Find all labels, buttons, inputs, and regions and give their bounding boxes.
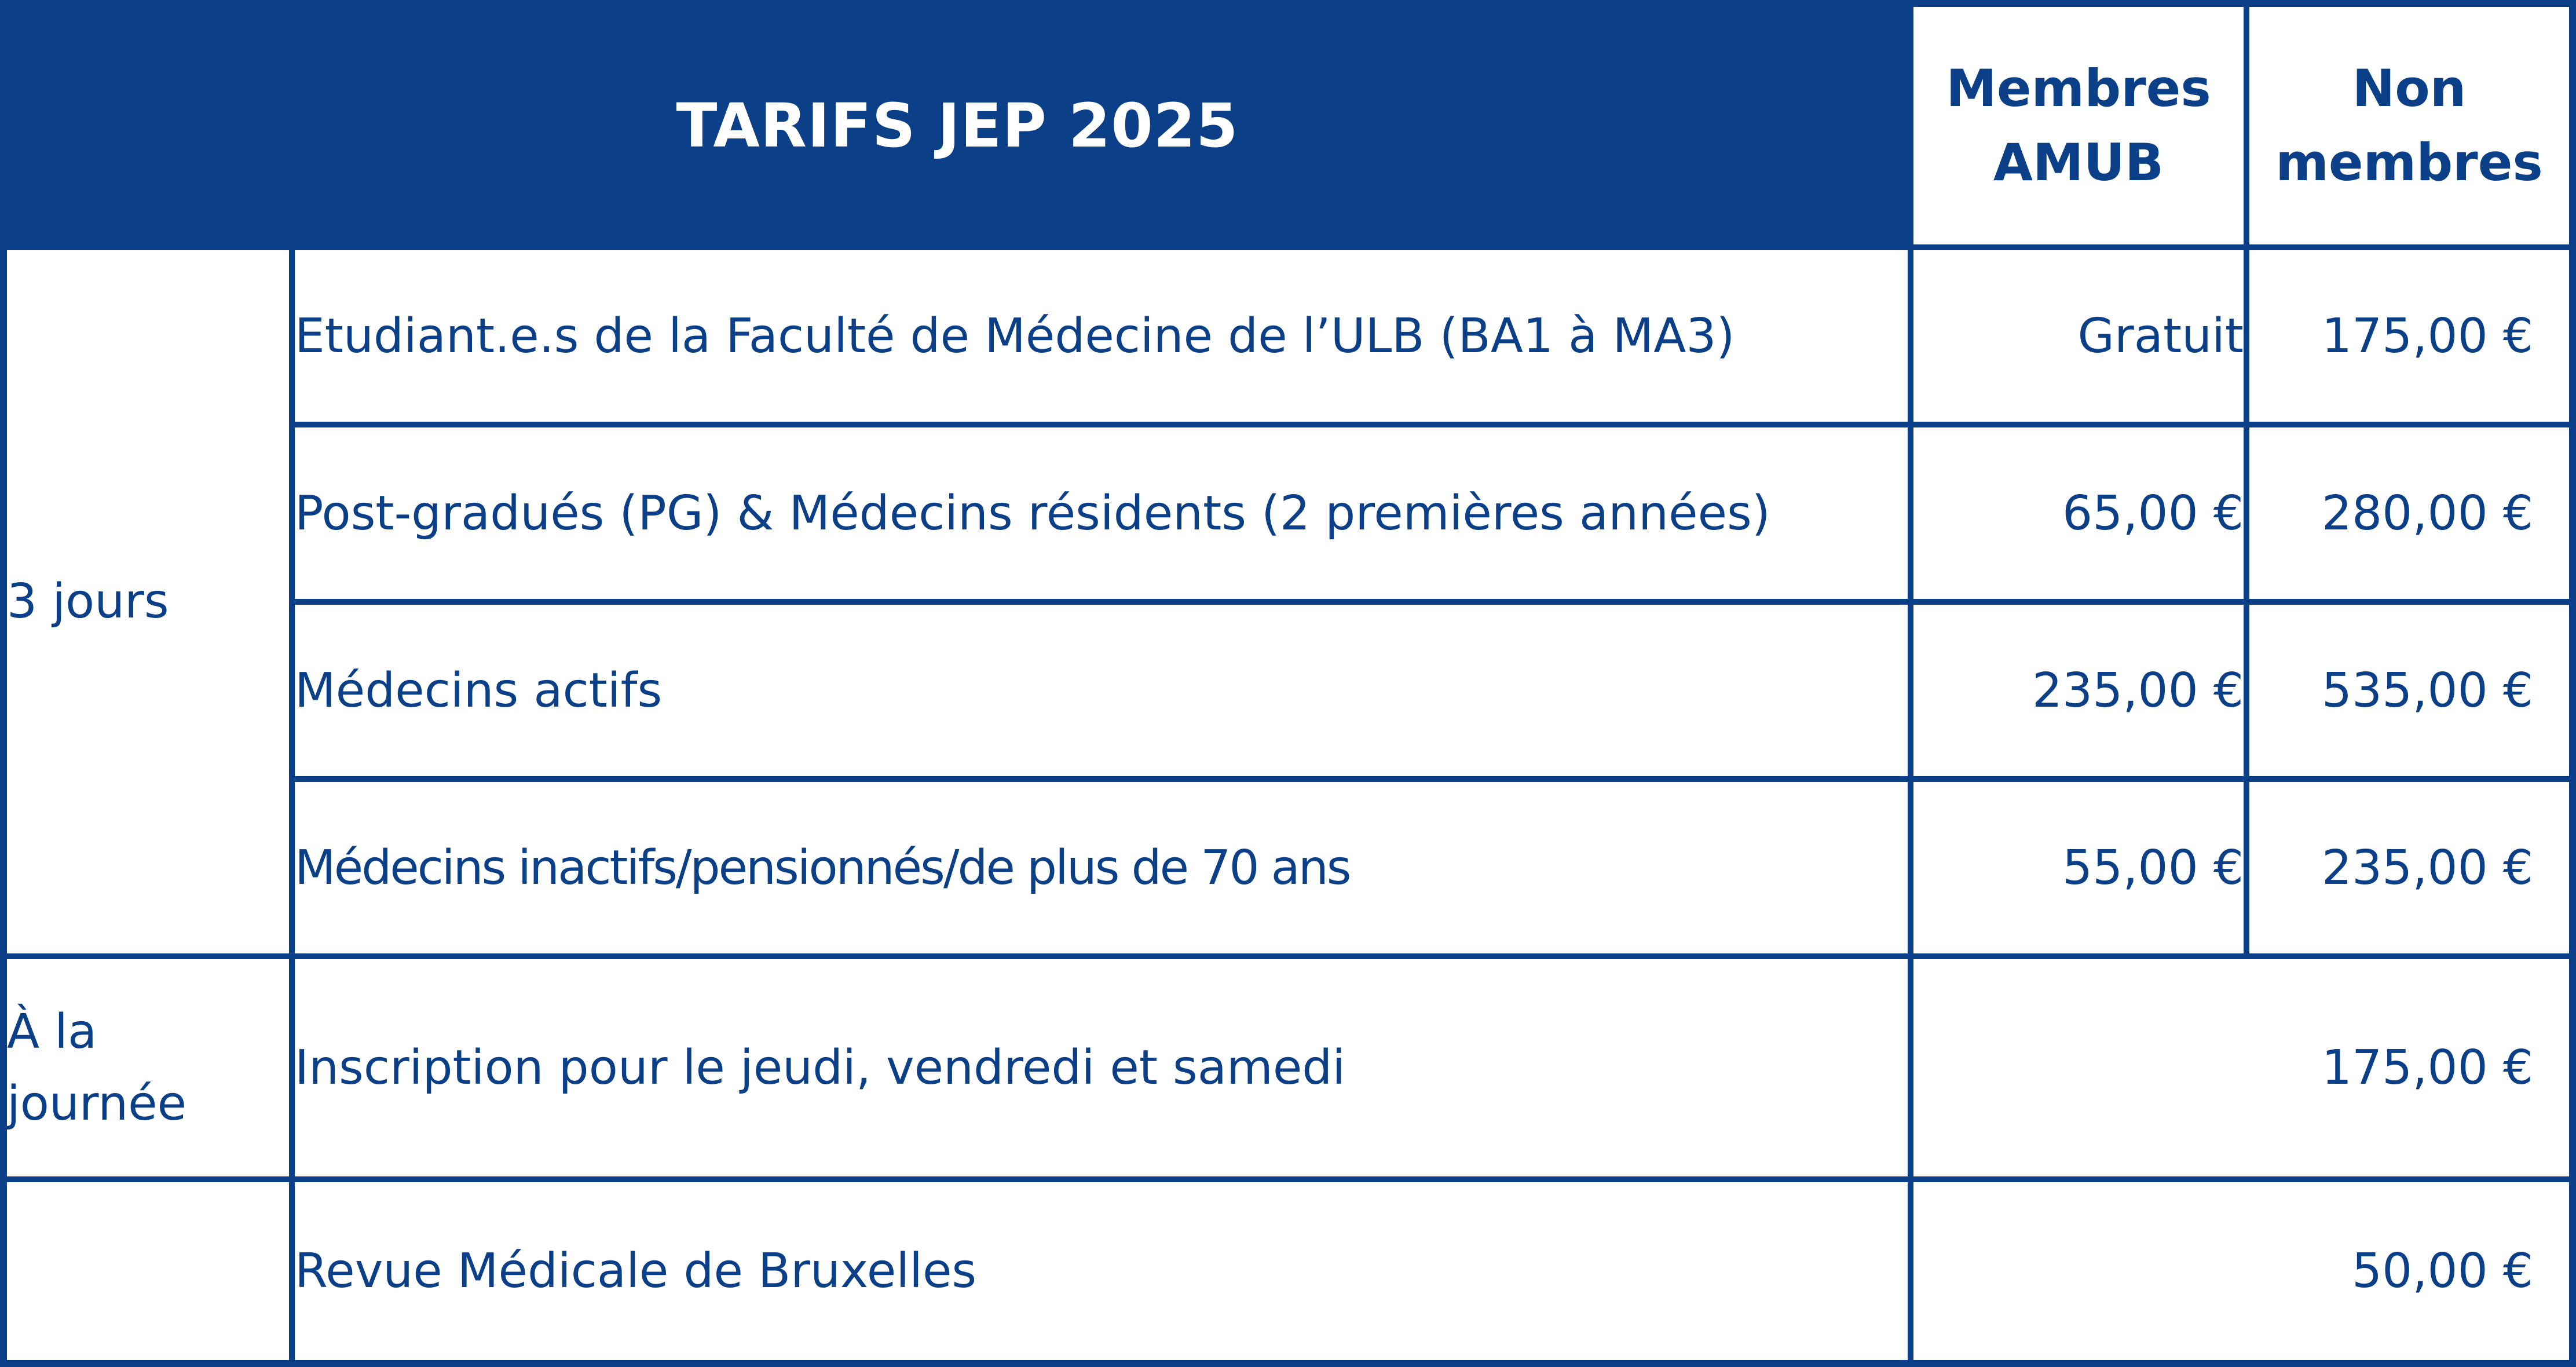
row-label: Post-gradués (PG) & Médecins résidents (2 premières années) (292, 425, 1911, 602)
non-members-header-line2: membres (2275, 133, 2543, 192)
tarifs-table (7, 7, 2569, 1360)
single-price: 50,00 € (1911, 1179, 2569, 1360)
members-price: Gratuit (1911, 247, 2246, 425)
row-label: Médecins actifs (292, 602, 1911, 779)
table-row (7, 425, 2569, 602)
non-members-column-header (2246, 7, 2569, 247)
table-row (7, 602, 2569, 779)
row-label: Revue Médicale de Bruxelles (292, 1179, 1911, 1360)
members-price: 65,00 € (1911, 425, 2246, 602)
table-title: TARIFS JEP 2025 (7, 7, 1911, 247)
table-header-row (7, 7, 2569, 247)
table-row (7, 247, 2569, 425)
row-label: Inscription pour le jeudi, vendredi et samedi (292, 956, 1911, 1179)
members-price: 55,00 € (1911, 779, 2246, 956)
group-label-three-days: 3 jours (7, 247, 292, 956)
table-row-per-day (7, 956, 2569, 1179)
members-price: 235,00 € (1911, 602, 2246, 779)
non-members-price: 535,00 € (2246, 602, 2569, 779)
group-label-revue (7, 1179, 292, 1360)
members-header-line1: Membres (1946, 59, 2211, 118)
table-row-revue (7, 1179, 2569, 1360)
row-label: Médecins inactifs/pensionnés/de plus de 70 ans (292, 779, 1911, 956)
members-header-line2: AMUB (1993, 133, 2164, 192)
members-column-header (1911, 7, 2246, 247)
table-row (7, 779, 2569, 956)
group-label-per-day (7, 956, 292, 1179)
per-day-label-line1: À la (7, 1004, 97, 1059)
non-members-price: 280,00 € (2246, 425, 2569, 602)
non-members-price: 175,00 € (2246, 247, 2569, 425)
row-label: Etudiant.e.s de la Faculté de Médecine de l’ULB (BA1 à MA3) (292, 247, 1911, 425)
non-members-price: 235,00 € (2246, 779, 2569, 956)
per-day-label-line2: journée (7, 1076, 187, 1131)
single-price: 175,00 € (1911, 956, 2569, 1179)
non-members-header-line1: Non (2352, 59, 2467, 118)
